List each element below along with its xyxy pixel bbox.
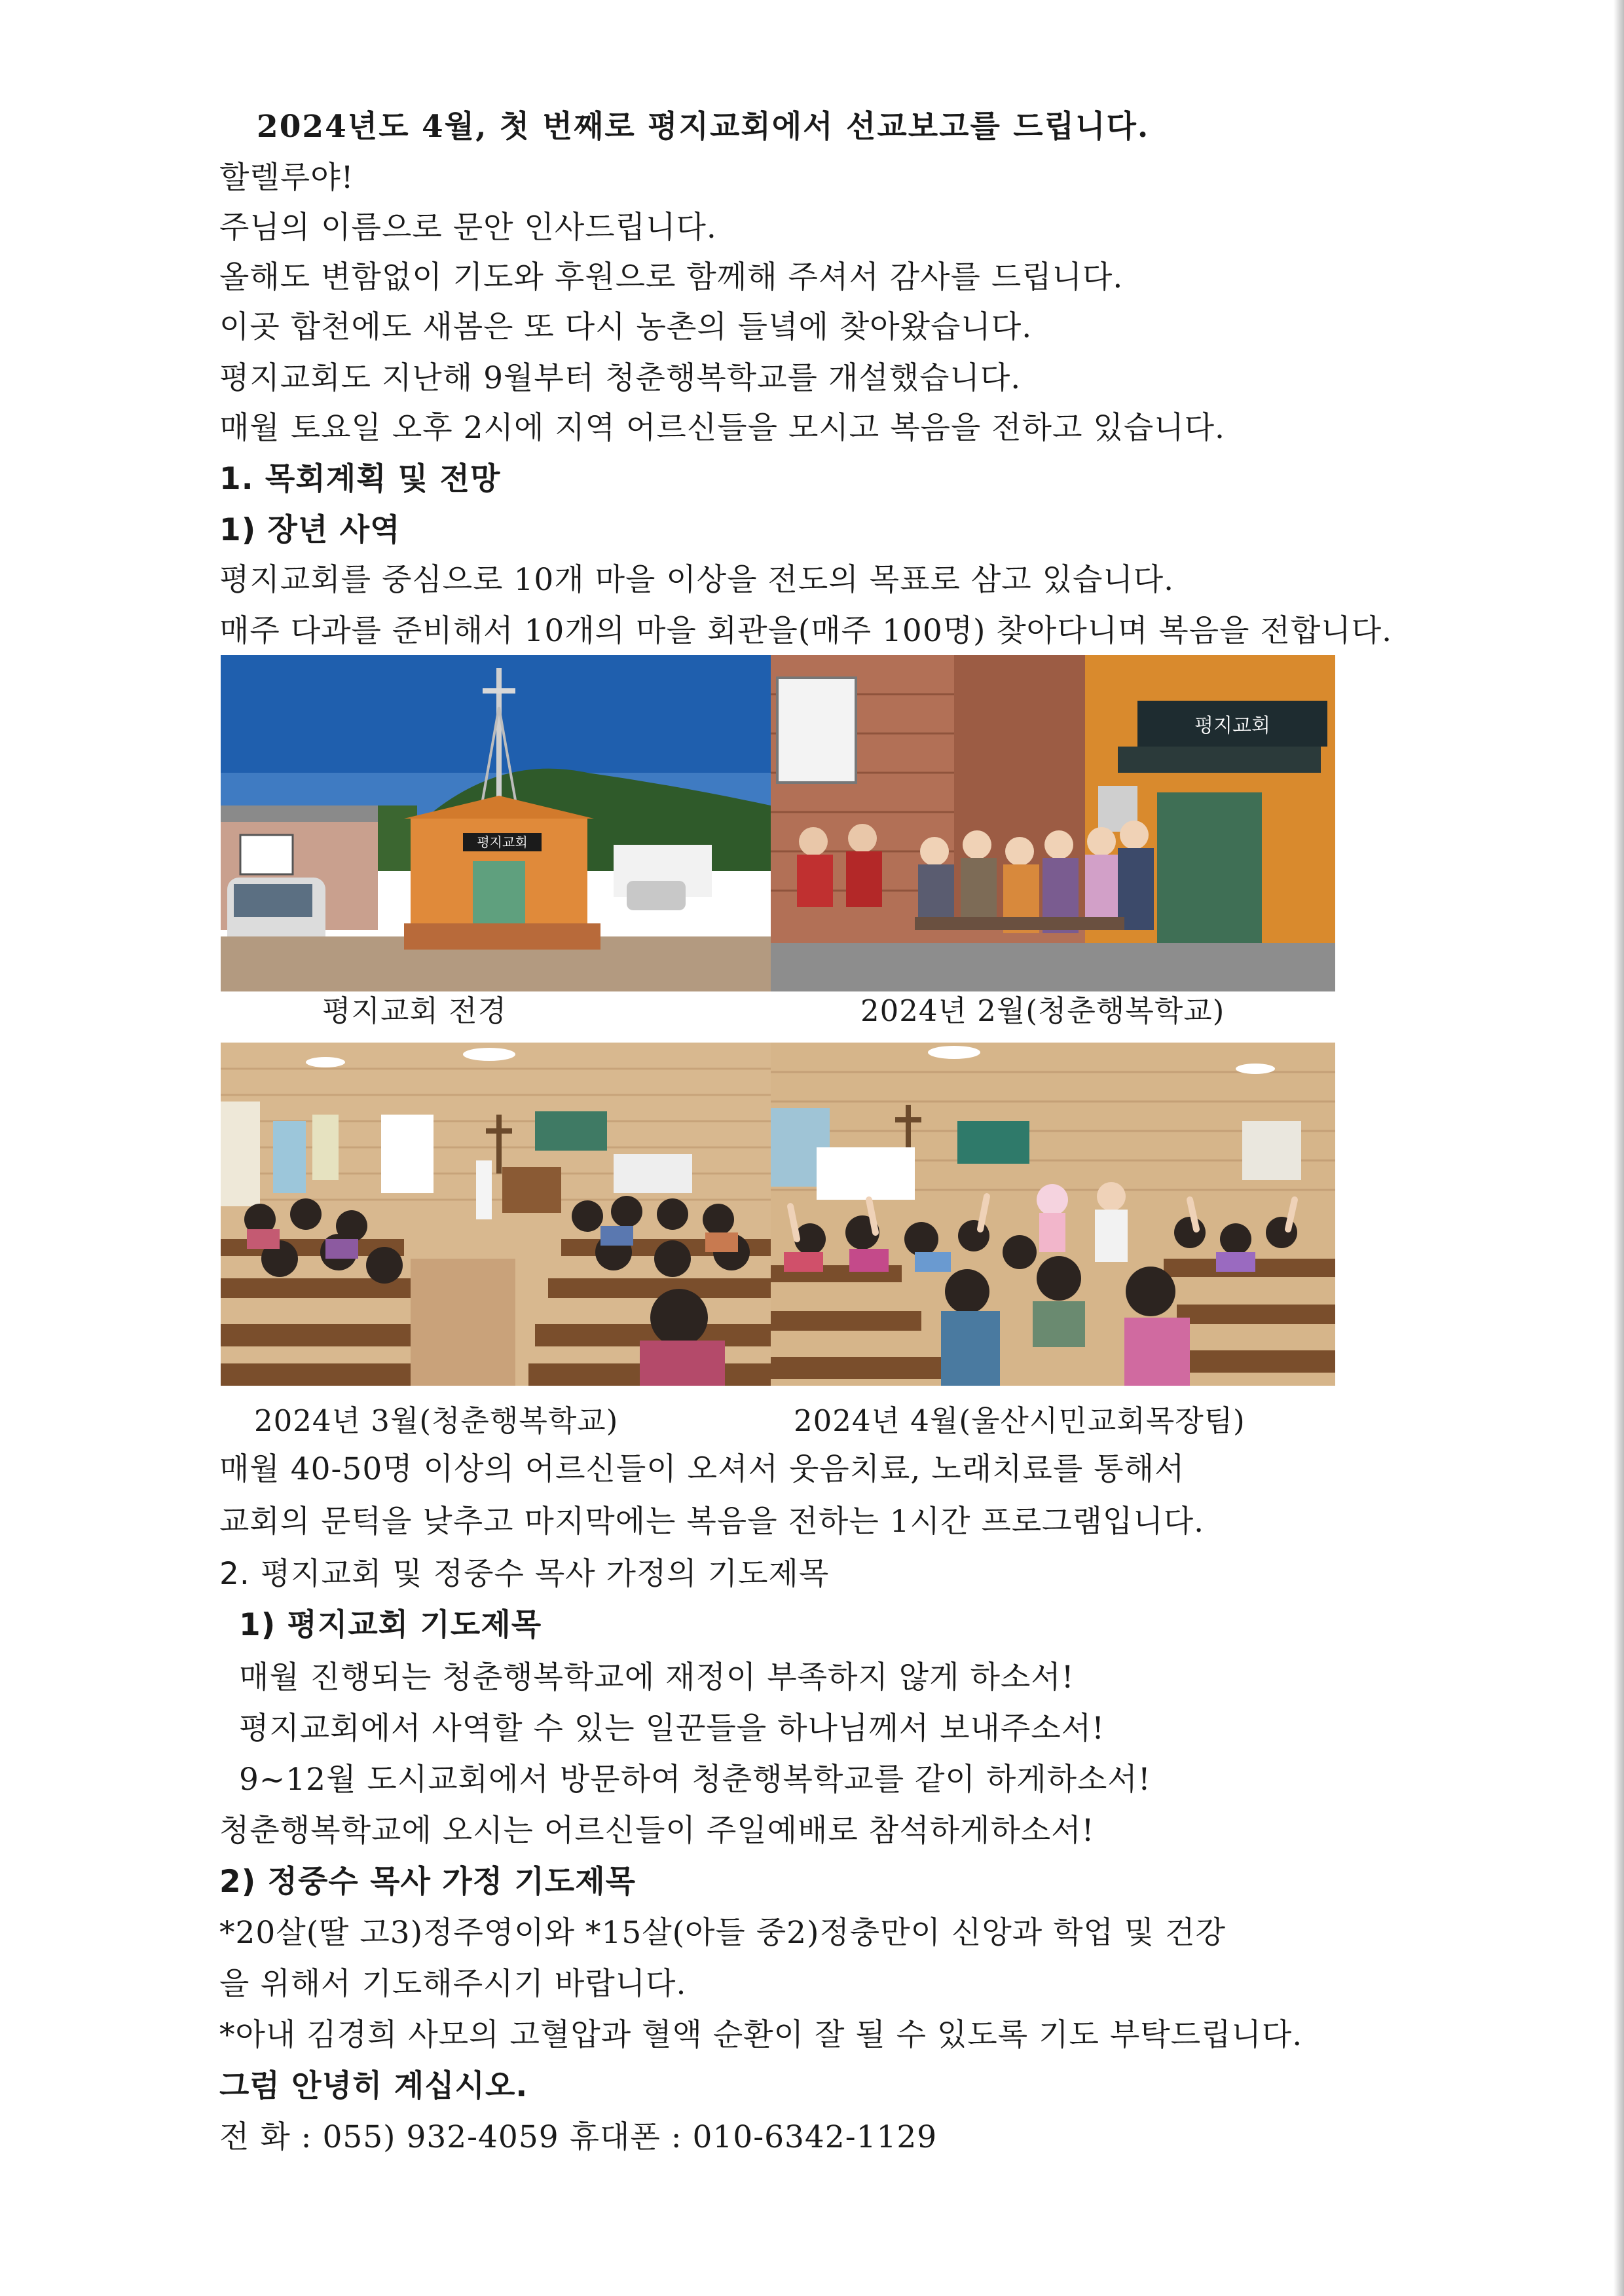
page-title: 2024년도 4월, 첫 번째로 평지교회에서 선교보고를 드립니다. xyxy=(257,109,1150,145)
caption-photo-1: 평지교회 전경 xyxy=(322,993,507,1028)
family-prayer-heading: 2) 정중수 목사 가정 기도제목 xyxy=(219,1864,637,1900)
church-prayer-line-3: 9~12월 도시교회에서 방문하여 청춘행복학교를 같이 하게하소서! xyxy=(239,1762,1151,1798)
family-prayer-line-1: *20살(딸 고3)정주영이와 *15살(아들 중2)정충만이 신앙과 학업 및 건강 xyxy=(219,1915,1226,1951)
caption-photo-4: 2024년 4월(울산시민교회목장팀) xyxy=(794,1403,1246,1438)
greeting-line-3: 올해도 변함없이 기도와 후원으로 함께해 주셔서 감사를 드립니다. xyxy=(219,259,1124,295)
church-sign-text-2: 평지교회 xyxy=(1194,714,1270,737)
church-prayer-line-2: 평지교회에서 사역할 수 있는 일꾼들을 하나님께서 보내주소서! xyxy=(239,1711,1105,1747)
program-line-1: 매월 40-50명 이상의 어르신들이 오셔서 웃음치료, 노래치료를 통해서 xyxy=(219,1451,1185,1487)
family-prayer-line-3: *아내 김경희 사모의 고혈압과 혈액 순환이 잘 될 수 있도록 기도 부탁드립니다. xyxy=(219,2017,1303,2053)
church-prayer-line-1: 매월 진행되는 청춘행복학교에 재정이 부족하지 않게 하소서! xyxy=(239,1659,1075,1695)
section2-heading: 2. 평지교회 및 정중수 목사 가정의 기도제목 xyxy=(219,1556,830,1592)
section1-heading: 1. 목회계획 및 전망 xyxy=(219,461,501,497)
greeting-line-4: 이곳 합천에도 새봄은 또 다시 농촌의 들녘에 찾아왔습니다. xyxy=(219,309,1033,345)
closing: 그럼 안녕히 계십시오. xyxy=(219,2068,528,2104)
greeting-line-6: 매월 토요일 오후 2시에 지역 어르신들을 모시고 복음을 전하고 있습니다. xyxy=(219,410,1225,446)
section1-line-1: 평지교회를 중심으로 10개 마을 이상을 전도의 목표로 삼고 있습니다. xyxy=(219,562,1175,598)
scan-edge xyxy=(1614,0,1624,2296)
photo-chapel-april xyxy=(771,1043,1335,1386)
contact: 전 화 : 055) 932-4059 휴대폰 : 010-6342-1129 xyxy=(219,2119,938,2155)
caption-photo-2: 2024년 2월(청춘행복학교) xyxy=(860,993,1225,1028)
greeting-line-2: 주님의 이름으로 문안 인사드립니다. xyxy=(219,210,717,246)
greeting-line-5: 평지교회도 지난해 9월부터 청춘행복학교를 개설했습니다. xyxy=(219,360,1022,396)
program-line-2: 교회의 문턱을 낮추고 마지막에는 복음을 전하는 1시간 프로그램입니다. xyxy=(219,1504,1205,1540)
church-sign-text: 평지교회 xyxy=(477,834,528,850)
caption-photo-3: 2024년 3월(청춘행복학교) xyxy=(254,1403,619,1438)
photo-chapel-march xyxy=(221,1043,771,1386)
greeting-line-1: 할렐루야! xyxy=(219,160,354,196)
family-prayer-line-2: 을 위해서 기도해주시기 바랍니다. xyxy=(219,1966,687,2002)
photo-church-exterior xyxy=(221,655,771,991)
photo-seniors-outside xyxy=(771,655,1335,991)
church-prayer-line-4: 청춘행복학교에 오시는 어르신들이 주일예배로 참석하게하소서! xyxy=(219,1813,1095,1849)
section1-line-2: 매주 다과를 준비해서 10개의 마을 회관을(매주 100명) 찾아다니며 복음을 전합니다. xyxy=(219,613,1393,649)
church-prayer-heading: 1) 평지교회 기도제목 xyxy=(239,1607,542,1643)
section1-subheading: 1) 장년 사역 xyxy=(219,512,401,548)
